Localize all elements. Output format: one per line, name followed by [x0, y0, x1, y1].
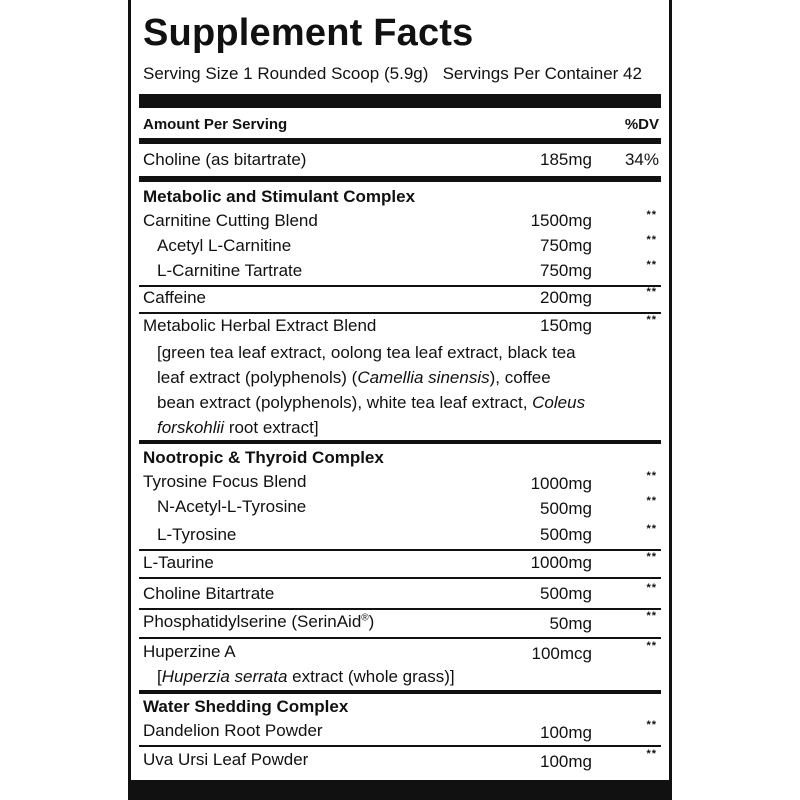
ingredient-text: ), coffee [489, 368, 551, 387]
thin-rule [139, 608, 661, 610]
species-name: Coleus [532, 393, 586, 412]
carnitine-blend-dv: ** [646, 209, 657, 221]
serving-info: Serving Size 1 Rounded Scoop (5.9g) Servings Per Container 42 [143, 64, 642, 83]
ingredient-text: leaf extract (polyphenols) ( [157, 368, 358, 387]
carnitine-blend-name: Carnitine Cutting Blend [143, 211, 318, 230]
panel-title: Supplement Facts [143, 12, 474, 54]
bottom-bar [131, 780, 669, 800]
herbal-blend-ingredients-line-3 [157, 393, 585, 413]
thin-rule [139, 549, 661, 551]
ingredient-text: ) [368, 612, 375, 631]
species-name: forskohlii [157, 418, 225, 437]
ingredient-text: root extract] [224, 418, 319, 437]
nootropic-section-title: Nootropic & Thyroid Complex [143, 448, 384, 467]
thick-rule [139, 94, 661, 108]
dandelion-amount: 100mg [540, 723, 592, 742]
thin-rule [139, 637, 661, 639]
l-tyrosine-name: L-Tyrosine [157, 525, 237, 544]
ingredient-text: extract (whole grass)] [287, 667, 455, 686]
taurine-dv: ** [646, 551, 657, 563]
dandelion-name: Dandelion Root Powder [143, 721, 323, 740]
nac-tyrosine-dv: ** [646, 495, 657, 507]
carnitine-blend-amount: 1500mg [530, 211, 592, 230]
acetyl-carnitine-name: Acetyl L-Carnitine [157, 236, 292, 255]
huperzine-dv: ** [646, 640, 657, 652]
carnitine-tartrate-amount: 750mg [540, 261, 592, 280]
herbal-blend-ingredients-line-2 [157, 368, 551, 388]
nac-tyrosine-amount: 500mg [540, 499, 592, 518]
supplement-facts-panel [128, 0, 672, 800]
huperzine-source [157, 667, 455, 687]
amount-per-serving-header: Amount Per Serving [143, 116, 288, 133]
l-tyrosine-dv: ** [646, 523, 657, 535]
medium-rule [139, 440, 661, 444]
caffeine-dv: ** [646, 286, 657, 298]
herbal-blend-amount: 150mg [540, 316, 592, 335]
nac-tyrosine-name: N-Acetyl-L-Tyrosine [157, 497, 307, 516]
caffeine-name: Caffeine [143, 288, 207, 307]
metabolic-section-title: Metabolic and Stimulant Complex [143, 187, 416, 206]
acetyl-carnitine-dv: ** [646, 234, 657, 246]
uva-ursi-name: Uva Ursi Leaf Powder [143, 750, 309, 769]
thin-rule [139, 312, 661, 314]
uva-ursi-dv: ** [646, 748, 657, 760]
phosphatidylserine-name [143, 612, 374, 632]
phosphatidylserine-dv: ** [646, 610, 657, 622]
thick-rule [139, 176, 661, 182]
acetyl-carnitine-amount: 750mg [540, 236, 592, 255]
thin-rule [139, 577, 661, 579]
l-tyrosine-amount: 500mg [540, 525, 592, 544]
medium-rule [139, 138, 661, 144]
choline-name: Choline (as bitartrate) [143, 150, 307, 169]
choline-bitartrate-dv: ** [646, 582, 657, 594]
taurine-amount: 1000mg [530, 553, 592, 572]
species-name: Huperzia serrata [161, 667, 288, 686]
choline-dv: 34% [624, 150, 659, 169]
ingredient-text: bean extract (polyphenols), white tea leaf extract, [157, 393, 533, 412]
herbal-blend-ingredients-line-1: [green tea leaf extract, oolong tea leaf extract, black tea [157, 343, 576, 362]
tyrosine-blend-dv: ** [646, 470, 657, 482]
ingredient-text: [ [157, 667, 162, 686]
caffeine-amount: 200mg [540, 288, 592, 307]
taurine-name: L-Taurine [143, 553, 214, 572]
ingredient-text: Phosphatidylserine (SerinAid [143, 612, 362, 631]
water-section-title: Water Shedding Complex [143, 697, 349, 716]
tyrosine-blend-amount: 1000mg [530, 474, 592, 493]
species-name: Camellia sinensis [357, 368, 490, 387]
herbal-blend-name: Metabolic Herbal Extract Blend [143, 316, 377, 335]
choline-bitartrate-amount: 500mg [540, 584, 592, 603]
huperzine-name: Huperzine A [143, 642, 236, 661]
huperzine-amount: 100mcg [531, 644, 592, 663]
dandelion-dv: ** [646, 719, 657, 731]
uva-ursi-amount: 100mg [540, 752, 592, 771]
carnitine-tartrate-name: L-Carnitine Tartrate [157, 261, 303, 280]
thin-rule [139, 285, 661, 287]
herbal-blend-dv: ** [646, 314, 657, 326]
herbal-blend-ingredients-line-4 [157, 418, 319, 438]
phosphatidylserine-amount: 50mg [549, 614, 592, 633]
tyrosine-blend-name: Tyrosine Focus Blend [143, 472, 307, 491]
dv-header: %DV [624, 116, 659, 133]
carnitine-tartrate-dv: ** [646, 259, 657, 271]
medium-rule [139, 690, 661, 694]
choline-amount: 185mg [540, 150, 592, 169]
thin-rule [139, 745, 661, 747]
choline-bitartrate-name: Choline Bitartrate [143, 584, 275, 603]
registered-mark: ® [361, 612, 369, 624]
